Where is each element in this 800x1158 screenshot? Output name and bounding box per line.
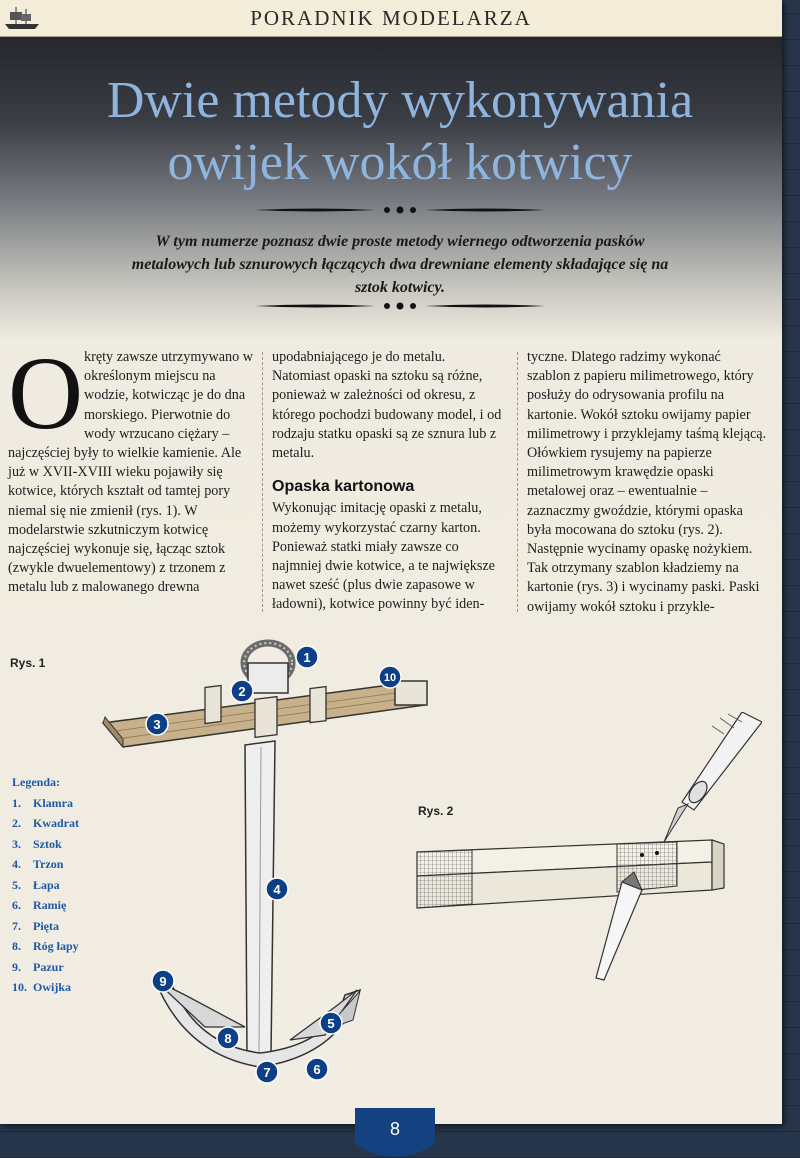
figure-2-label: Rys. 2	[418, 804, 454, 818]
legend-item: 9. Pazur	[12, 959, 64, 974]
column-3-paragraph: tyczne. Dlatego radzimy wykonać szablon z papieru milimetrowego, który posłuży do odrysowania profilu na kartonie. Wokół sztoku owijamy papier milimetrowy i przyklejamy taśmą klejącą. Ołówkiem rysujemy na papierze milimetrowym krawędzie opaski metalowej oraz – ewentualnie – zaznaczmy gwoździe, którymi opaska była mocowana do sztoku (rys. 2).	[527, 349, 767, 538]
legend-item: 4. Trzon	[12, 857, 64, 871]
svg-text:9: 9	[159, 974, 167, 989]
title-line-2: owijek wokół kotwicy	[167, 134, 633, 191]
article-lede: W tym numerze poznasz dwie proste metody wiernego odtworzenia pasków metalowych lub sznurowych łączących dwa drewniane elementy składające się na sztok kotwicy.	[131, 233, 669, 296]
callout-5	[320, 1012, 342, 1034]
running-head: PORADNIK MODELARZA	[250, 6, 532, 30]
callout-10	[379, 666, 401, 688]
svg-text:6: 6	[313, 1062, 321, 1077]
callout-7	[256, 1061, 278, 1083]
legend-item: 6. Ramię	[12, 898, 67, 912]
legend-item: 3. Sztok	[12, 836, 62, 851]
subheading: Opaska kartonowa	[272, 478, 415, 496]
svg-text:3: 3	[153, 717, 161, 732]
title-line-1: Dwie metody wykonywania	[106, 72, 694, 129]
page-number-tab	[355, 1108, 435, 1158]
legend-item: 7. Pięta	[12, 918, 59, 933]
figure-1-label: Rys. 1	[10, 656, 46, 670]
figure-2-illustration	[412, 712, 762, 992]
column-2-paragraph: upodabniającego je do metalu. Natomiast opaski na sztoku są różne, ponieważ w zależności od okresu, z którego pochodzi budowany model, i od rodzaju statku opaski są ze sznura lub z metalu.	[272, 349, 502, 462]
callout-6	[306, 1058, 328, 1080]
svg-text:4: 4	[273, 882, 281, 897]
drop-cap: O	[8, 336, 84, 451]
page-number: 8	[389, 1119, 401, 1139]
callout-9	[152, 970, 174, 992]
legend-item: 10. Owijka	[12, 980, 72, 994]
callout-8	[217, 1027, 239, 1049]
svg-text:8: 8	[224, 1031, 232, 1046]
callout-2	[231, 680, 253, 702]
legend-item: 2. Kwadrat	[12, 816, 79, 830]
legend-item: 8. Róg łapy	[12, 939, 79, 953]
column-3-paragraph-2: Następnie wycinamy opaskę nożykiem. Tak otrzymany szablon kładziemy na kartonie (rys. 3) i wycinamy paski. Paski owijamy wokół sztoku i przykle-	[527, 541, 760, 615]
callout-3	[146, 713, 168, 735]
svg-text:1: 1	[303, 650, 311, 665]
svg-text:10: 10	[383, 672, 397, 684]
legend-heading: Legenda:	[12, 775, 60, 789]
callout-4	[266, 878, 288, 900]
column-1-text: kręty zawsze utrzymywano w określonym miejscu na wodzie, kotwicząc je do dna morskiego. Pierwotnie do wody wrzucano ciężary – najczęściej były to wielkie kamienie. Ale już w XVII-XVIII wieku pojawiły się kotwice, których kształt od tamtej pory niemal się nie zmienił (rys. 1). W modelarstwie szkutniczym kotwicę najczęściej wykonuje się, łącząc sztok (zwykle dwuelementowy) z trzonem z metalu lub z malowanego drewna	[8, 349, 254, 596]
column-2-paragraph-2: Wykonując imitację opaski z metalu, możemy wykorzystać czarny karton. Ponieważ statki miały zawsze co najmniej dwie kotwice, a te największe nawet sześć (plus dwie zapasowe w ładowni), kotwice powinny być iden-	[272, 500, 495, 613]
legend-item: 5. Łapa	[12, 877, 60, 892]
graph-paper-left	[417, 850, 472, 908]
legend-item: 1. Klamra	[12, 795, 73, 810]
svg-text:5: 5	[327, 1016, 335, 1031]
callout-1	[296, 646, 318, 668]
svg-text:2: 2	[238, 684, 246, 699]
svg-text:7: 7	[263, 1065, 271, 1080]
